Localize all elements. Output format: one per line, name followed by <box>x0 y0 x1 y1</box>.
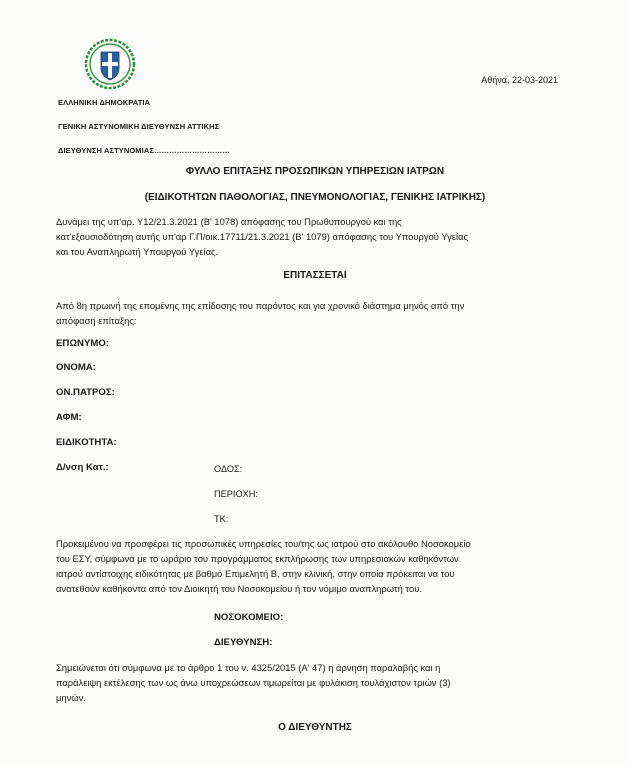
note-line: παράλειψη εκτέλεσης των ως άνω υποχρεώσεων τιμωρείται με φυλάκιση τουλάχιστον τριών (3) <box>56 677 451 688</box>
field-address: Δ/νση Κατ.: <box>56 462 109 473</box>
address-area: ΠΕΡΙΟΧΗ: <box>214 489 258 499</box>
from-line: Από 8η πρωινή της επομένης της επίδοσης του παρόντος και για χρονικό διάστημα μηνός από την <box>56 300 465 311</box>
from-paragraph <box>56 298 566 328</box>
order-heading: ΕΠΙΤΑΣΣΕΤΑΙ <box>283 270 347 281</box>
field-father-name: ΟΝ.ΠΑΤΡΟΣ: <box>56 387 115 398</box>
field-afm: ΑΦΜ: <box>56 412 82 423</box>
purpose-line: ανατεθούν καθήκοντα από τον Διοικητή του Νοσοκομείου ή τον νόμιμο αναπληρωτή του. <box>56 583 422 594</box>
org-police-division: ΔΙΕΥΘΥΝΣΗ ΑΣΤΥΝΟΜΙΑΣ………………………… <box>58 146 230 155</box>
field-name: ΟΝΟΜΑ: <box>56 362 96 373</box>
field-specialty: ΕΙΔΙΚΟΤΗΤΑ: <box>56 437 117 448</box>
document-title: ΦΥΛΛΟ ΕΠΙΤΑΞΗΣ ΠΡΟΣΩΠΙΚΩΝ ΥΠΗΡΕΣΙΩΝ ΙΑΤΡΩΝ <box>185 166 445 177</box>
intro-paragraph <box>56 214 566 259</box>
note-line: Σημειώνεται ότι σύμφωνα με το άρθρο 1 του ν. 4325/2015 (Α' 47) η άρνηση παραλαβής και η <box>56 662 441 673</box>
org-police-directorate: ΓΕΝΙΚΗ ΑΣΤΥΝΟΜΙΚΗ ΔΙΕΥΘΥΝΣΗ ΑΤΤΙΚΗΣ <box>58 122 220 131</box>
purpose-paragraph <box>56 536 566 596</box>
note-line: μηνών. <box>56 692 86 703</box>
document-subtitle: (ΕΙΔΙΚΟΤΗΤΩΝ ΠΑΘΟΛΟΓΙΑΣ, ΠΝΕΥΜΟΝΟΛΟΓΙΑΣ, ΓΕΝΙΚΗΣ ΙΑΤΡΙΚΗΣ) <box>144 192 486 203</box>
purpose-line: ιατρού αντίστοιχης ειδικότητας με βαθμό Επιμελητή Β, στην κλινική, στην οποία πρόκειται να του <box>56 568 455 579</box>
hospital-name-label: ΝΟΣΟΚΟΜΕΙΟ: <box>214 612 284 623</box>
document-date: Αθήνα, 22-03-2021 <box>481 75 558 85</box>
intro-line: κατ'εξουσιοδότηση αυτής υπ'αρ Γ.Π/οικ.17711/21.3.2021 (Β' 1079) απόφασης του Υπουργού Υγείας <box>56 231 469 242</box>
from-line: απόφαση επίταξης: <box>56 315 137 326</box>
intro-line: Δυνάμει της υπ'αρ. Υ12/21.3.2021 (Β' 1078) απόφασης του Πρωθυπουργού και της <box>56 216 402 227</box>
intro-line: και του Αναπληρωτή Υπουργού Υγείας. <box>56 246 219 257</box>
legal-note-paragraph <box>56 660 566 705</box>
org-hellenic-republic: ΕΛΛΗΝΙΚΗ ΔΗΜΟΚΡΑΤΙΑ <box>58 98 151 107</box>
purpose-line: του ΕΣΥ, σύμφωνα με το ωράριο του προγράμματος εκπλήρωσης των υπηρεσιακών καθηκόντων <box>56 553 459 564</box>
greek-coat-of-arms-seal <box>84 38 136 90</box>
address-street: ΟΔΟΣ: <box>214 464 243 474</box>
field-surname: ΕΠΩΝΥΜΟ: <box>56 338 109 349</box>
signature-title: Ο ΔΙΕΥΘΥΝΤΗΣ <box>278 722 352 733</box>
purpose-line: Προκειμένου να προσφέρει τις προσωπικές υπηρεσίες του/της ως ιατρού στο ακόλουθο Νοσοκομείο <box>56 538 471 549</box>
address-zip: ΤΚ: <box>214 514 229 524</box>
hospital-address-label: ΔΙΕΥΘΥΝΣΗ: <box>214 637 273 648</box>
